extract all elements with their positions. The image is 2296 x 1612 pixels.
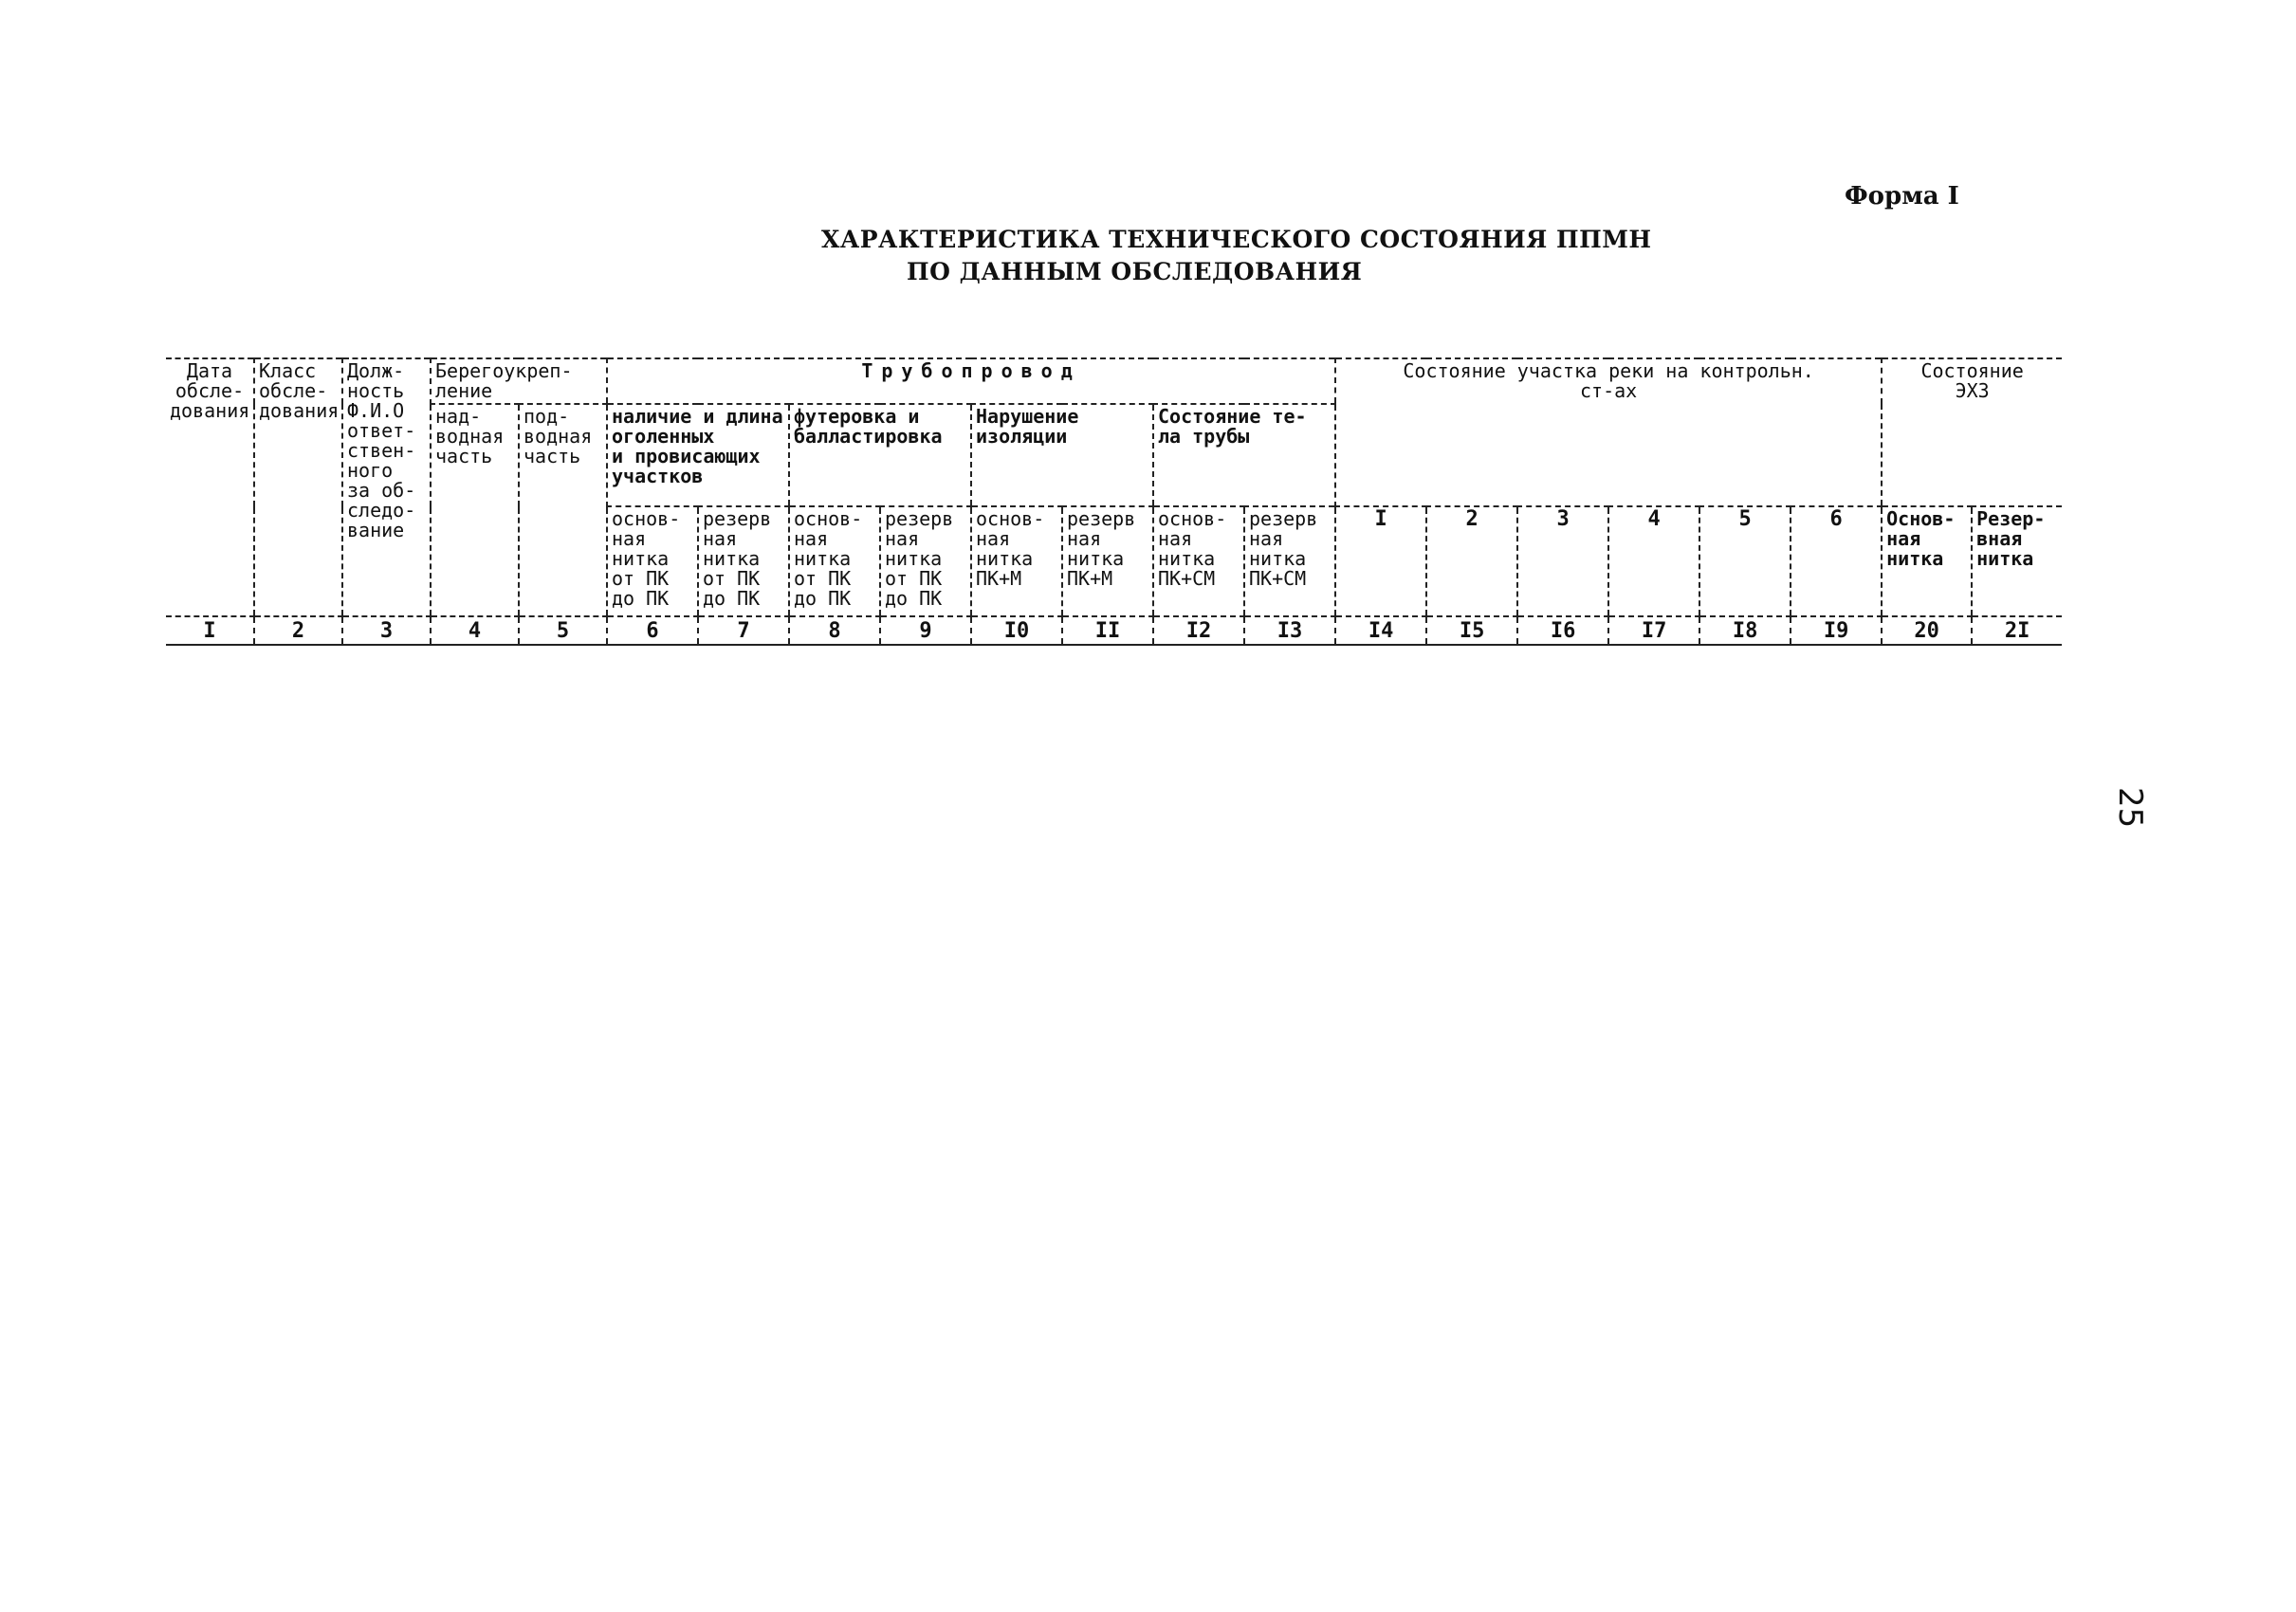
col-number: I9 [1791,616,1882,645]
header-pipe-body-state: Состояние те- ла трубы [1153,404,1335,506]
col-number: 7 [698,616,789,645]
header-ekz-state: Состояние ЭХЗ [1882,358,2062,506]
header-bank-underwater: под- водная часть [519,404,607,616]
title-line-2: ПО ДАННЫМ ОБСЛЕДОВАНИЯ [907,258,1363,285]
form-label: Форма I [1845,182,1959,211]
sub-exposed-reserve: резерв ная нитка от ПК до ПК [698,506,789,616]
col-number: I7 [1608,616,1699,645]
title-line-1: ХАРАКТЕРИСТИКА ТЕХНИЧЕСКОГО СОСТОЯНИЯ ППМН [821,226,1652,253]
col-number: I3 [1244,616,1335,645]
river-station-2: 2 [1426,506,1517,616]
river-station-1: I [1335,506,1426,616]
sub-lining-reserve: резерв ная нитка от ПК до ПК [880,506,971,616]
col-number: 3 [342,616,431,645]
col-number: I2 [1153,616,1244,645]
sub-pipe-body-main: основ- ная нитка ПК+СМ [1153,506,1244,616]
col-number: 6 [607,616,698,645]
header-survey-class: Класс обсле- дования [254,358,342,616]
col-number: 4 [431,616,519,645]
sub-insulation-reserve: резерв ная нитка ПК+М [1062,506,1153,616]
header-responsible-person: Долж- ность Ф.И.О ответ- ствен- ного за об- следо- вание [342,358,431,616]
header-bank-above-water: над- водная часть [431,404,519,616]
page-number: 25 [2111,787,2149,829]
col-number: 9 [880,616,971,645]
header-bank-protection: Берегоукреп- ление [431,358,607,404]
col-number: I0 [971,616,1062,645]
header-insulation-damage: Нарушение изоляции [971,404,1153,506]
ekz-main-line: Основ- ная нитка [1882,506,1972,616]
column-number-row [166,616,2062,645]
col-number: 5 [519,616,607,645]
col-number: 8 [789,616,880,645]
header-pipeline: Трубопровод [607,358,1335,404]
river-station-6: 6 [1791,506,1882,616]
header-lining-ballasting: футеровка и балластировка [789,404,971,506]
header-survey-date: Дата обсле- дования [166,358,254,616]
col-number: 2I [1972,616,2062,645]
header-river-state: Состояние участка реки на контрольн. ст-ах [1335,358,1882,506]
col-number: I8 [1699,616,1791,645]
sub-insulation-main: основ- ная нитка ПК+М [971,506,1062,616]
river-station-3: 3 [1517,506,1608,616]
col-number: 2 [254,616,342,645]
river-station-5: 5 [1699,506,1791,616]
survey-form-table [166,357,2062,646]
sub-lining-main: основ- ная нитка от ПК до ПК [789,506,880,616]
col-number: I [203,618,216,643]
col-number: 20 [1882,616,1972,645]
col-number: II [1062,616,1153,645]
river-station-4: 4 [1608,506,1699,616]
header-exposed-sections: наличие и длина оголенных и провисающих участков [607,404,789,506]
sub-pipe-body-reserve: резерв ная нитка ПК+СМ [1244,506,1335,616]
ekz-reserve-line: Резер- вная нитка [1972,506,2062,616]
col-number: I4 [1335,616,1426,645]
col-number: I6 [1517,616,1608,645]
col-number: I5 [1426,616,1517,645]
sub-exposed-main: основ- ная нитка от ПК до ПК [607,506,698,616]
